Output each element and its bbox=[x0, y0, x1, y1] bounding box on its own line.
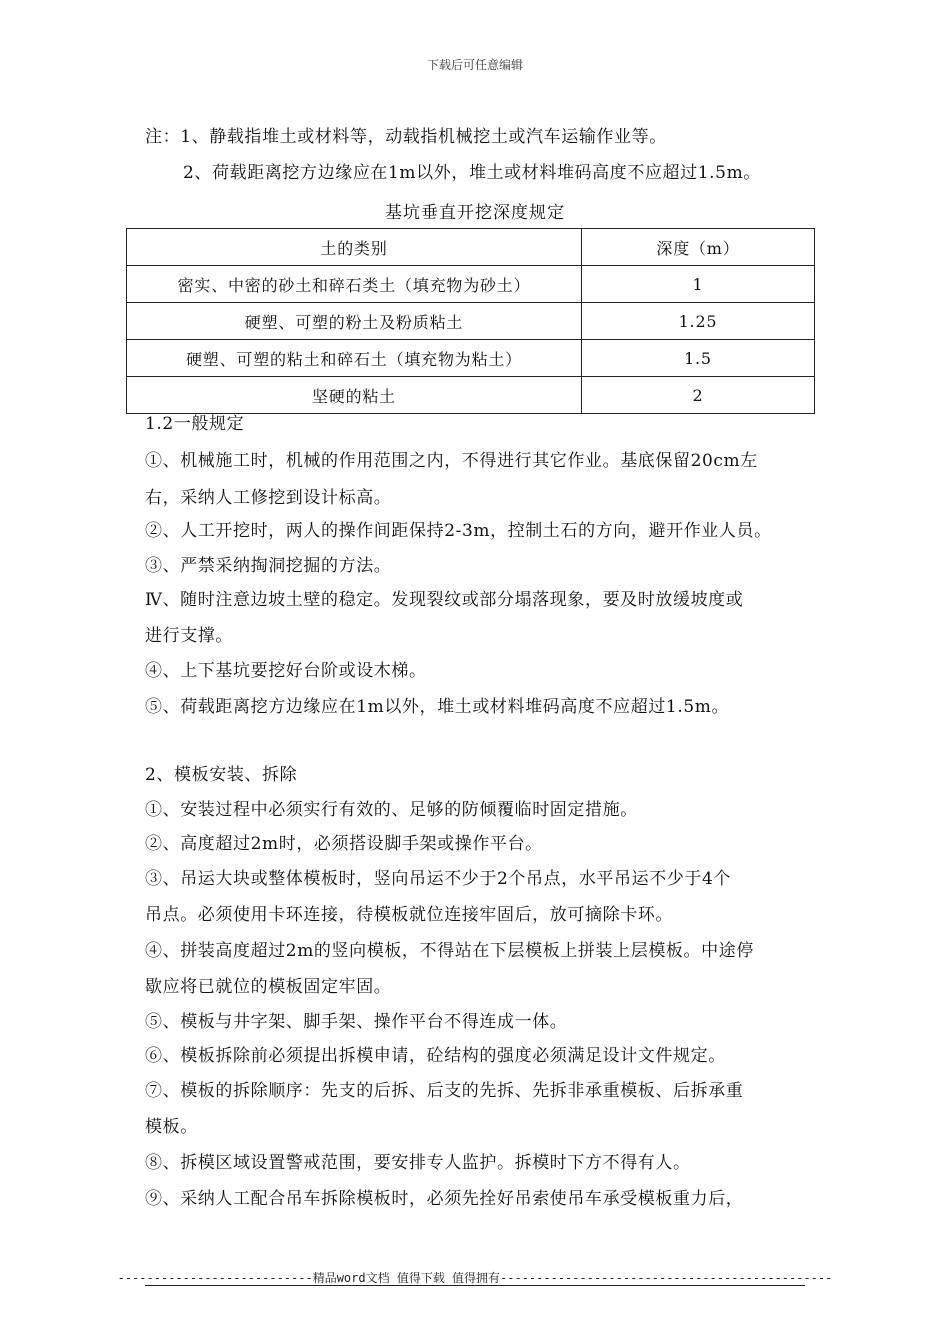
header-depth: 深度（m） bbox=[582, 229, 815, 266]
note-line-1: 注：1、静载指堆土或材料等，动载指机械挖土或汽车运输作业等。 bbox=[145, 127, 667, 147]
section-2-line: ③、吊运大块或整体模板时，竖向吊运不少于2个吊点，水平吊运不少于4个 bbox=[145, 869, 732, 889]
table-header-row bbox=[127, 229, 815, 266]
section-1-2-line: ④、上下基坑要挖好台阶或设木梯。 bbox=[145, 661, 427, 681]
section-heading-1-2: 1.2一般规定 bbox=[145, 414, 245, 434]
section-2-line: 吊点。必须使用卡环连接，待模板就位连接牢固后，放可摘除卡环。 bbox=[145, 905, 673, 925]
section-1-2-line: 右，采纳人工修挖到设计标高。 bbox=[145, 488, 392, 508]
soil-type-cell: 硬塑、可塑的粉土及粉质粘土 bbox=[127, 303, 582, 340]
soil-type-cell: 密实、中密的砂土和碎石类土（填充物为砂土） bbox=[127, 266, 582, 303]
depth-table bbox=[126, 228, 815, 414]
depth-cell: 1.5 bbox=[582, 340, 815, 377]
table-title: 基坑垂直开挖深度规定 bbox=[385, 203, 565, 223]
section-heading-2: 2、模板安装、拆除 bbox=[145, 765, 298, 785]
section-2-line: ②、高度超过2m时，必须搭设脚手架或操作平台。 bbox=[145, 834, 543, 854]
footer-text: ---------------------------精品word文档 值得下载 值得拥有---------------------------------------------- bbox=[117, 1271, 833, 1285]
depth-cell: 1.25 bbox=[582, 303, 815, 340]
soil-type-cell: 坚硬的粘土 bbox=[127, 377, 582, 414]
depth-cell: 2 bbox=[582, 377, 815, 414]
depth-cell: 1 bbox=[582, 266, 815, 303]
note-line-2: 2、荷载距离挖方边缘应在1m以外，堆土或材料堆码高度不应超过1.5m。 bbox=[183, 163, 761, 183]
section-2-line: ①、安装过程中必须实行有效的、足够的防倾覆临时固定措施。 bbox=[145, 800, 638, 820]
table-row bbox=[127, 303, 815, 340]
table-row bbox=[127, 377, 815, 414]
section-2-line: 歇应将已就位的模板固定牢固。 bbox=[145, 977, 392, 997]
section-2-line: ⑦、模板的拆除顺序：先支的后拆、后支的先拆、先拆非承重模板、后拆承重 bbox=[145, 1081, 744, 1101]
section-2-line: ⑧、拆模区域设置警戒范围，要安排专人监护。拆模时下方不得有人。 bbox=[145, 1153, 691, 1173]
section-1-2-line: ①、机械施工时，机械的作用范围之内，不得进行其它作业。基底保留20cm左 bbox=[145, 451, 758, 471]
section-1-2-line: ②、人工开挖时，两人的操作间距保持2-3m，控制土石的方向，避开作业人员。 bbox=[145, 521, 772, 541]
header-soil-type: 土的类别 bbox=[127, 229, 582, 266]
section-2-line: ⑤、模板与井字架、脚手架、操作平台不得连成一体。 bbox=[145, 1012, 568, 1032]
table-row bbox=[127, 340, 815, 377]
section-1-2-line: 进行支撑。 bbox=[145, 626, 233, 646]
table-row bbox=[127, 266, 815, 303]
section-1-2-line: Ⅳ、随时注意边坡土壁的稳定。发现裂纹或部分塌落现象，要及时放缓坡度或 bbox=[145, 590, 744, 610]
soil-type-cell: 硬塑、可塑的粘土和碎石土（填充物为粘土） bbox=[127, 340, 582, 377]
header-note: 下载后可任意编辑 bbox=[426, 58, 523, 72]
footer-divider bbox=[145, 1285, 805, 1286]
section-1-2-line: ③、严禁采纳掏洞挖掘的方法。 bbox=[145, 556, 392, 576]
section-2-line: ④、拼装高度超过2m的竖向模板，不得站在下层模板上拼装上层模板。中途停 bbox=[145, 941, 754, 961]
section-1-2-line: ⑤、荷载距离挖方边缘应在1m以外，堆土或材料堆码高度不应超过1.5m。 bbox=[145, 697, 730, 717]
section-2-line: ⑥、模板拆除前必须提出拆模申请，砼结构的强度必须满足设计文件规定。 bbox=[145, 1046, 726, 1066]
section-2-line: ⑨、采纳人工配合吊车拆除模板时，必须先拴好吊索使吊车承受模板重力后， bbox=[145, 1189, 744, 1209]
section-2-line: 模板。 bbox=[145, 1117, 198, 1137]
